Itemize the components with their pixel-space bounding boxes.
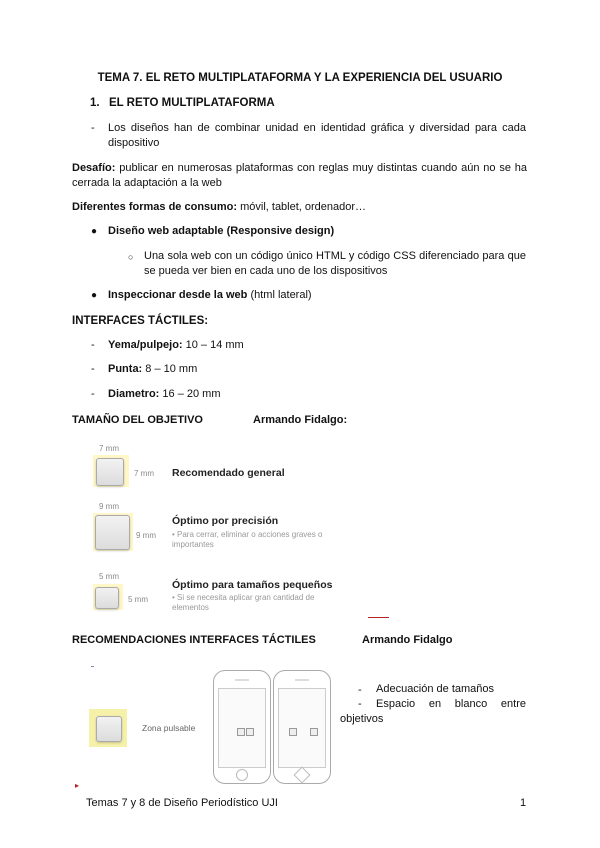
screen-target — [289, 728, 297, 736]
interfaces-item — [108, 339, 244, 351]
page-title: TEMA 7. EL RETO MULTIPLATAFORMA Y LA EXPERIENCIA DEL USUARIO — [97, 72, 503, 84]
interfaces-item-label: Yema/pulpejo: — [108, 339, 183, 351]
interfaces-item — [108, 363, 197, 375]
inspeccionar-rest: (html lateral) — [247, 289, 312, 301]
phone-home-button — [236, 769, 248, 781]
phone-speaker — [295, 679, 309, 681]
dash-marker: - — [91, 339, 95, 351]
target-size-side: 5 mm — [128, 595, 148, 604]
target-label: Óptimo para tamaños pequeños — [172, 579, 333, 591]
target-square — [95, 515, 130, 550]
small-mark — [91, 666, 94, 667]
bullet-dot: ● — [91, 290, 98, 301]
page-number: 1 — [520, 797, 527, 809]
dash-marker: - — [91, 122, 95, 134]
sub-bullet-circle: ○ — [128, 252, 134, 262]
phone-mockup-left — [213, 670, 271, 784]
formas-label: Diferentes formas de consumo: — [72, 201, 238, 213]
inspeccionar-bold: Inspeccionar desde la web — [108, 289, 248, 301]
phone-mockup-right — [273, 670, 331, 784]
screen-target — [310, 728, 318, 736]
objetivo-heading: TAMAÑO DEL OBJETIVO — [72, 414, 203, 426]
recomendaciones-heading: RECOMENDACIONES INTERFACES TÁCTILES — [72, 634, 316, 646]
section-heading: EL RETO MULTIPLATAFORMA — [109, 97, 275, 109]
bullet-item-responsive: Diseño web adaptable (Responsive design) — [108, 225, 335, 237]
recomendacion-item: Adecuación de tamaños — [376, 683, 495, 695]
target-note: • Si se necesita aplicar gran cantidad de elementos — [172, 593, 315, 612]
zona-square — [96, 716, 122, 742]
target-size-top: 5 mm — [99, 572, 119, 581]
target-size-top: 9 mm — [99, 502, 119, 511]
dash-marker: - — [358, 684, 362, 696]
phone-screen — [218, 688, 266, 768]
target-size-top: 7 mm — [99, 444, 119, 453]
screen-target — [246, 728, 254, 736]
target-size-side: 7 mm — [134, 469, 154, 478]
desafio-paragraph — [72, 161, 527, 191]
target-label: Óptimo por precisión — [172, 515, 279, 527]
interfaces-heading: INTERFACES TÁCTILES: — [72, 315, 209, 327]
phone-home-button — [294, 767, 311, 784]
interfaces-item-value: 16 – 20 mm — [159, 388, 221, 400]
target-label: Recomendado general — [172, 467, 285, 479]
section-number: 1. — [90, 97, 100, 109]
screen-target — [237, 728, 245, 736]
accent-line — [368, 617, 389, 618]
formas-text: móvil, tablet, ordenador… — [237, 201, 367, 213]
interfaces-item — [108, 388, 220, 400]
interfaces-item-value: 10 – 14 mm — [182, 339, 244, 351]
formas-paragraph — [72, 201, 366, 213]
desafio-label: Desafío: — [72, 162, 116, 174]
target-square — [96, 458, 124, 486]
sub-bullet-text: Una sola web con un código único HTML y código CSS diferenciado para que se pueda ver bien en cada uno de los dispositivos — [144, 250, 526, 277]
bullet-item-inspeccionar — [108, 289, 312, 301]
interfaces-item-value: 8 – 10 mm — [142, 363, 198, 375]
dash-marker: - — [91, 388, 95, 400]
dash-item-text: Los diseños han de combinar unidad en identidad gráfica y diversidad para cada dispositivo — [108, 122, 526, 149]
footer-text: Temas 7 y 8 de Diseño Periodístico UJI — [86, 797, 278, 809]
desafio-text: publicar en numerosas plataformas con reglas muy distintas cuando aún no se ha cerrada la adaptación a la web — [72, 162, 527, 189]
zona-label: Zona pulsable — [142, 723, 196, 733]
phone-screen — [278, 688, 326, 768]
recomendacion-item: Espacio en blanco entre objetivos — [340, 698, 526, 725]
phone-speaker — [235, 679, 249, 681]
interfaces-item-label: Punta: — [108, 363, 143, 375]
target-note: • Para cerrar, eliminar o acciones graves o importantes — [172, 530, 323, 549]
recomendaciones-author: Armando Fidalgo — [362, 634, 453, 646]
interfaces-item-label: Diametro: — [108, 388, 160, 400]
bullet-dot: ● — [91, 226, 98, 237]
dash-marker: - — [358, 698, 362, 710]
target-square — [95, 587, 119, 609]
target-size-side: 9 mm — [136, 531, 156, 540]
dash-marker: - — [91, 363, 95, 375]
arrow-marker-icon: ▸ — [75, 781, 80, 790]
objetivo-author: Armando Fidalgo: — [253, 414, 348, 426]
